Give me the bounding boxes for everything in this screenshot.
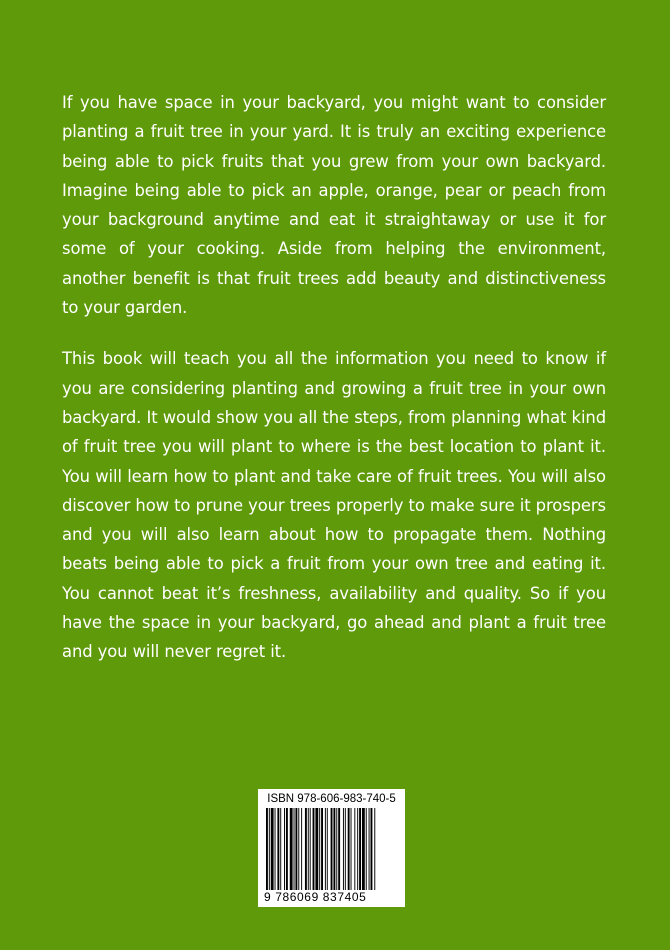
isbn-label: ISBN 978-606-983-740-5 [267,793,396,805]
barcode-bar [359,808,361,890]
barcode-bar [357,808,358,890]
barcode-bar [354,808,355,890]
barcode-bar [325,808,326,890]
barcode-bar [298,808,299,890]
barcode-bar [290,808,293,890]
barcode-bar [266,808,268,890]
isbn-barcode [258,789,405,907]
barcode-bar [331,808,333,890]
barcode-bar [295,808,297,890]
barcode-bar [277,808,279,890]
barcode-bar [301,808,302,890]
barcode-bar [313,808,315,890]
barcode-bar [336,808,337,890]
barcode-bar [343,808,344,890]
barcode-bar [319,808,320,890]
barcode-bar [348,808,350,890]
barcode-bar [321,808,323,890]
barcode-bar [305,808,307,890]
blurb-paragraph-2: This book will teach you all the information you need to know if you are considering planting and growing a fruit tree in your own backyard. It would show you all the steps, from planning what kind of fruit tree you will plant to where is the best location to plant it. You will learn how to plant and take care of fruit trees. You will also discover how to prune your trees properly to make sure it prospers and you will also learn about how to propagate them. Nothing beats being able to pick a fruit from your own tree and eating it. You cannot beat it’s freshness, availability and quality. So if you have the space in your backyard, go ahead and plant a fruit tree and you will never regret it. [62,349,606,662]
barcode-bar [308,808,309,890]
barcode-bar [269,808,270,890]
barcode-bar [374,808,375,890]
blurb [62,88,606,689]
barcode-bar [345,808,346,890]
barcode-bar [280,808,281,890]
barcode-bar [271,808,274,890]
barcode-bar [286,808,288,890]
barcode-bar [338,808,340,890]
barcode-bar [315,808,318,890]
barcode-bar [351,808,352,890]
barcode-bar [310,808,311,890]
barcode-bar [371,808,373,890]
barcode-bar [275,808,276,890]
barcode-bar [327,808,328,890]
barcode-bar [369,808,370,890]
barcode-bars [264,808,399,890]
barcode-bar [366,808,367,890]
barcode-bar [294,808,295,890]
barcode-digits: 9 786069 837405 [264,890,367,904]
barcode-bar [362,808,365,890]
blurb-paragraph-1: If you have space in your backyard, you might want to consider planting a fruit tree in your yard. It is truly an exciting experience being able to pick fruits that you grew from your own backyard. Imagine being able to pick an apple, orange, pear or peach from your background anytime and eat it straightaway or use it for some of your cooking. Aside from helping the environment, another benefit is that fruit trees add beauty and distinctiveness to your garden. [62,93,606,318]
barcode-bar [284,808,285,890]
barcode-bar [333,808,335,890]
